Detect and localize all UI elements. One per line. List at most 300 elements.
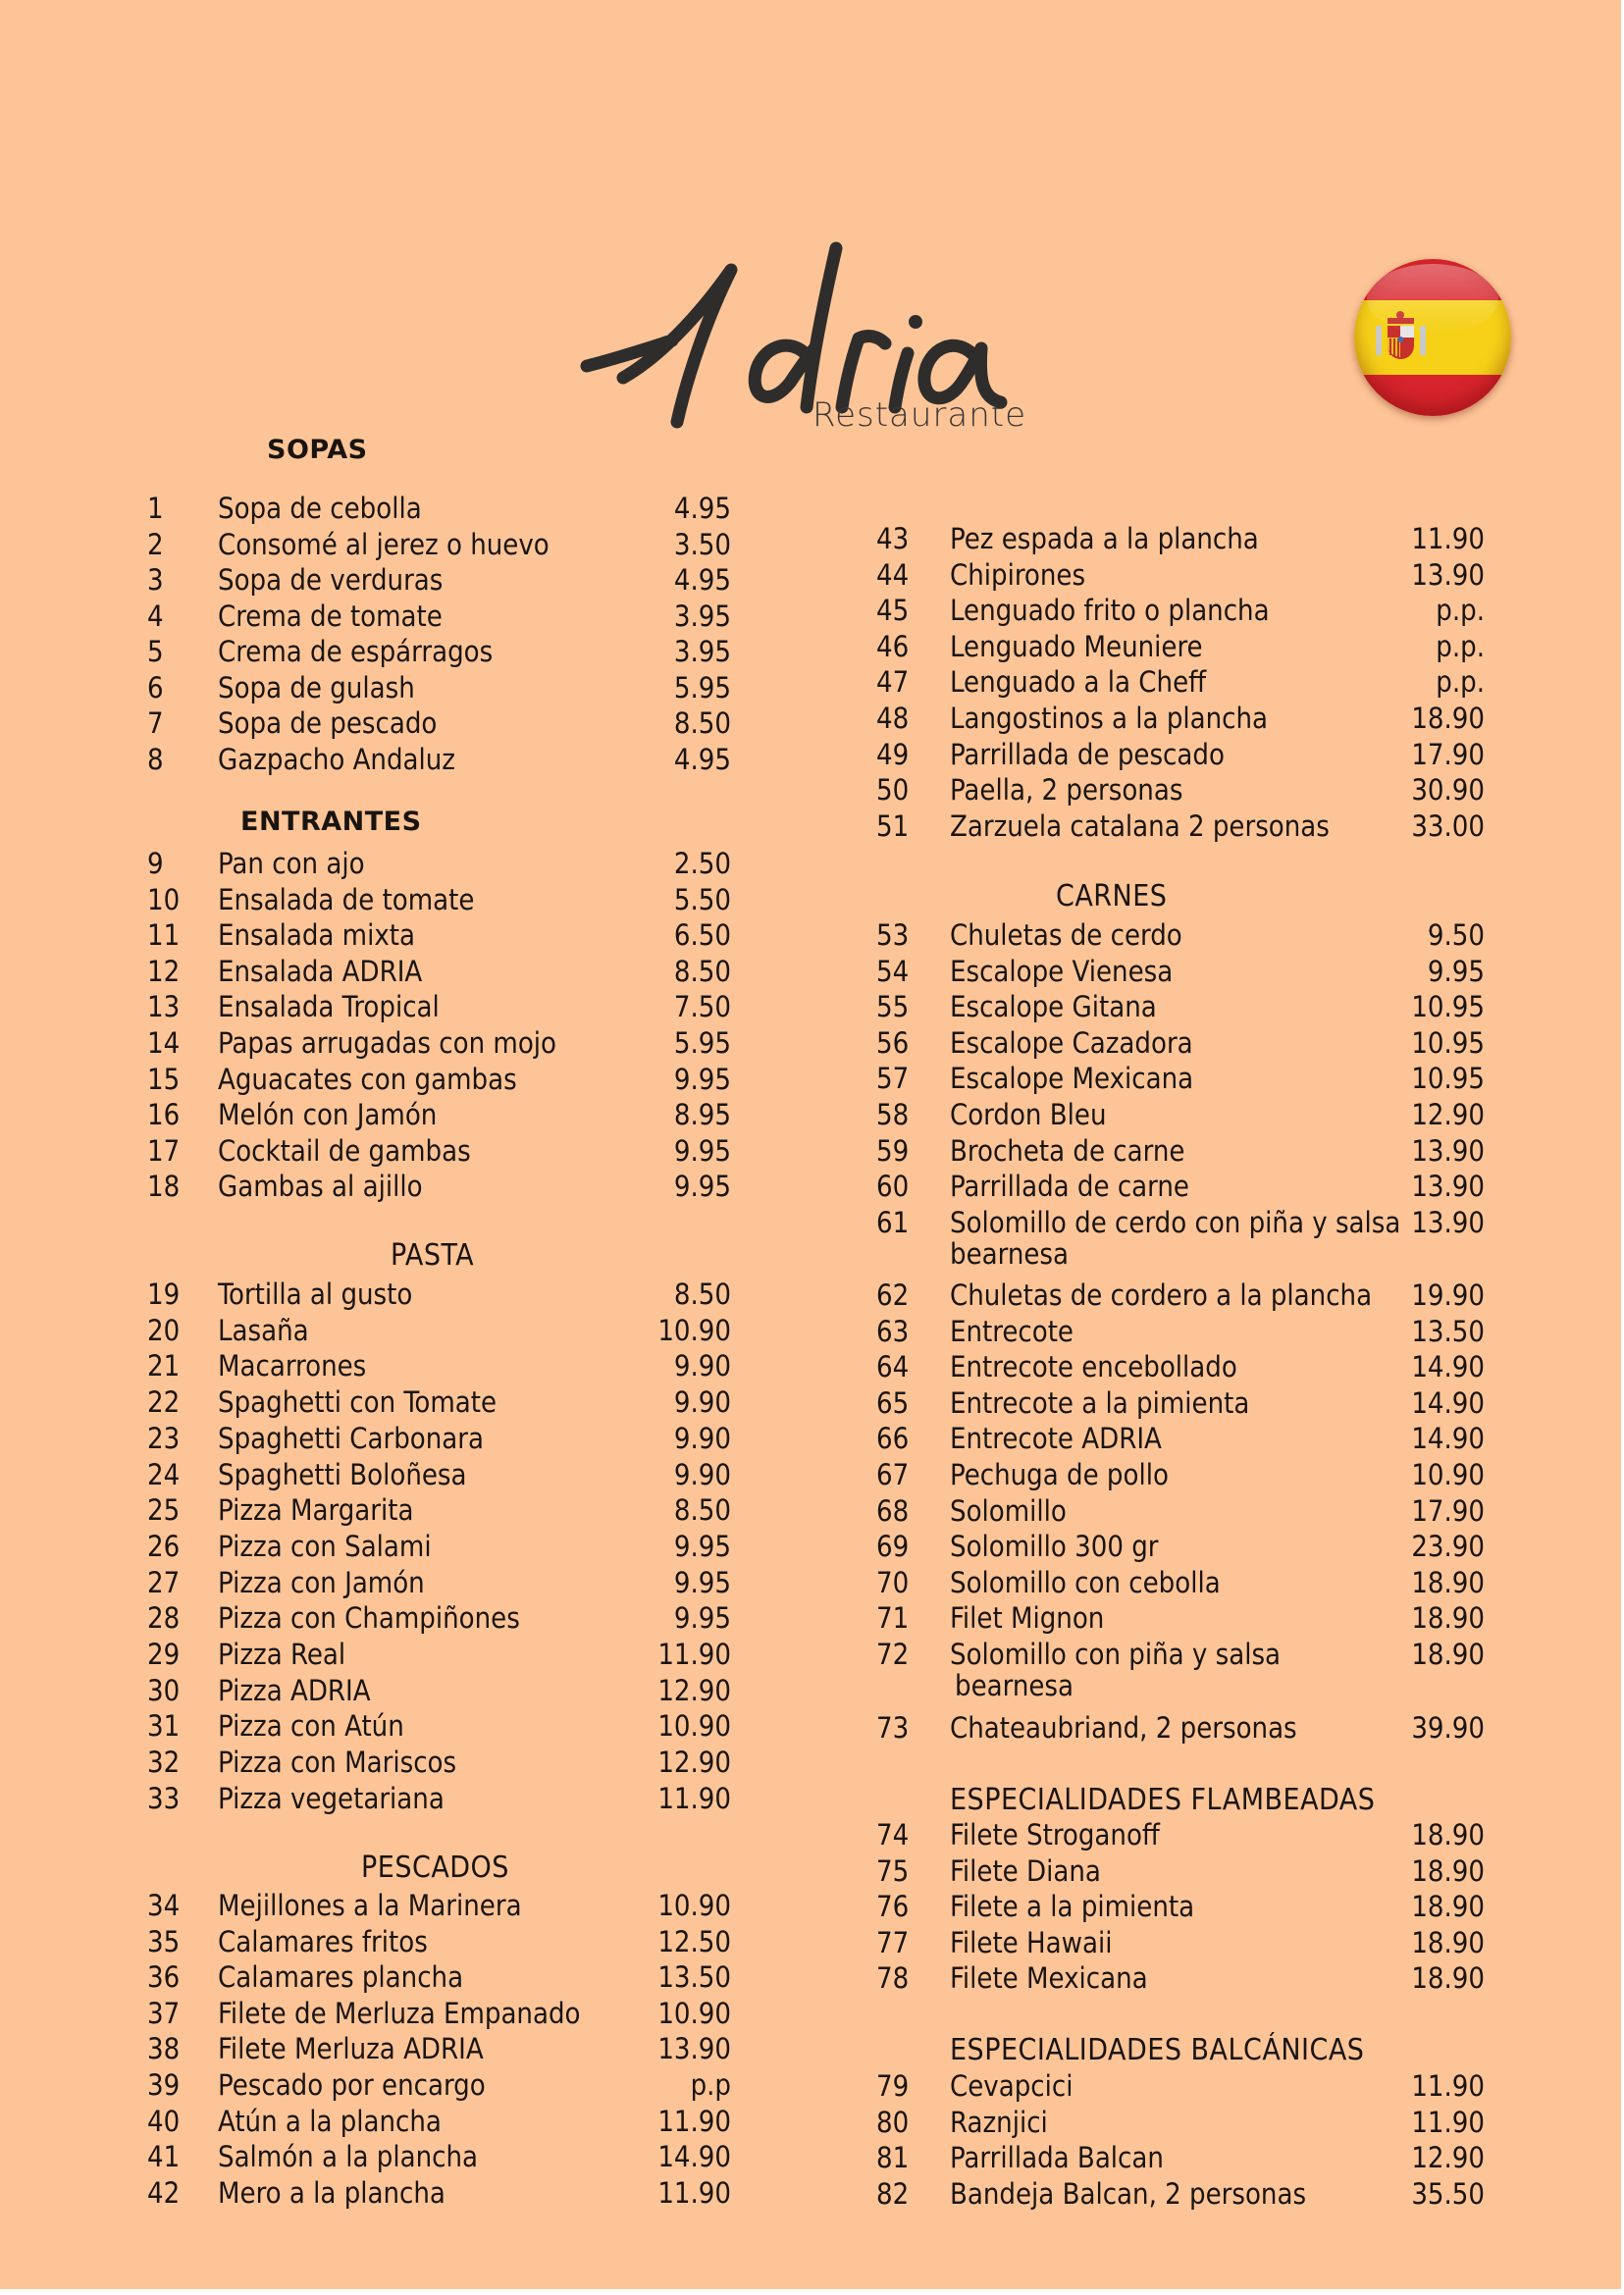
item-number: 78 — [876, 1961, 910, 1995]
item-price: 9.95 — [673, 1063, 731, 1096]
item-name: Solomillo 300 gr — [950, 1530, 1159, 1563]
item-price: 3.95 — [673, 600, 731, 633]
item-price: 10.90 — [657, 1709, 731, 1743]
item-price: 12.90 — [657, 1746, 731, 1779]
menu-item — [147, 1745, 731, 1780]
item-name: Macarrones — [218, 1349, 367, 1382]
menu-item — [876, 772, 1485, 808]
item-number: 38 — [147, 2032, 181, 2065]
item-name: Melón con Jamón — [218, 1098, 438, 1131]
menu-item — [876, 1133, 1485, 1169]
item-name: Ensalada Tropical — [218, 990, 440, 1023]
item-name: Bandeja Balcan, 2 personas — [950, 2177, 1307, 2211]
menu-item — [147, 1062, 731, 1097]
item-price: 19.90 — [1411, 1278, 1485, 1312]
item-name: Pizza con Mariscos — [218, 1746, 457, 1779]
item-name: Chuletas de cerdo — [950, 918, 1182, 952]
item-price: 13.90 — [657, 2032, 731, 2065]
item-price: 11.90 — [1411, 2069, 1485, 2103]
item-number: 11 — [147, 918, 181, 952]
item-name: Ensalada ADRIA — [218, 955, 423, 988]
item-number: 42 — [147, 2176, 181, 2210]
item-number: 68 — [876, 1494, 910, 1528]
item-number: 72 — [876, 1638, 910, 1671]
menu-item — [876, 1349, 1485, 1384]
item-price: 9.95 — [673, 1530, 731, 1563]
item-price: 13.90 — [1411, 1170, 1485, 1203]
menu-item — [147, 846, 731, 881]
menu-item — [147, 1348, 731, 1383]
item-price: 12.50 — [657, 1925, 731, 1958]
item-price: 10.95 — [1411, 1026, 1485, 1060]
item-name: Pez espada a la plancha — [950, 522, 1259, 555]
item-number: 41 — [147, 2140, 181, 2173]
menu-item — [147, 1169, 731, 1204]
item-price: 5.50 — [673, 883, 731, 916]
menu-item — [147, 954, 731, 989]
item-name: Tortilla al gusto — [218, 1278, 413, 1311]
item-name: Escalope Cazadora — [950, 1026, 1193, 1060]
item-number: 53 — [876, 918, 910, 952]
item-number: 29 — [147, 1638, 181, 1671]
menu-item — [876, 2105, 1485, 2140]
item-price: 17.90 — [1411, 1494, 1485, 1528]
spain-flag-icon — [1354, 259, 1511, 416]
item-number: 37 — [147, 1997, 181, 2030]
item-name: Pizza Real — [218, 1638, 346, 1671]
item-price: 8.50 — [673, 1493, 731, 1527]
item-price: 10.90 — [657, 1314, 731, 1347]
item-number: 48 — [876, 702, 910, 735]
item-number: 49 — [876, 738, 910, 771]
menu-item — [876, 808, 1485, 844]
item-price: p.p. — [1436, 594, 1485, 627]
menu-item — [147, 1097, 731, 1132]
menu-item — [147, 1781, 731, 1816]
item-number: 73 — [876, 1711, 910, 1745]
item-price: 9.95 — [1427, 955, 1485, 988]
item-number: 60 — [876, 1170, 910, 1203]
item-number: 65 — [876, 1386, 910, 1420]
item-number: 2 — [147, 528, 164, 561]
menu-item — [876, 521, 1485, 556]
item-number: 35 — [147, 1925, 181, 1958]
menu-item — [876, 557, 1485, 593]
menu-item — [876, 1960, 1485, 1996]
item-name: Gambas al ajillo — [218, 1170, 423, 1203]
item-number: 75 — [876, 1854, 910, 1888]
item-name: Salmón a la plancha — [218, 2140, 479, 2173]
item-price: 13.90 — [1411, 1134, 1485, 1168]
menu-item — [876, 701, 1485, 736]
item-name: Filete a la pimienta — [950, 1890, 1195, 1923]
item-number: 71 — [876, 1601, 910, 1635]
menu-item — [147, 491, 731, 526]
item-number: 39 — [147, 2068, 181, 2102]
item-price: 18.90 — [1411, 1961, 1485, 1995]
item-number: 70 — [876, 1566, 910, 1599]
menu-item — [876, 1314, 1485, 1349]
item-name: Pizza ADRIA — [218, 1674, 371, 1707]
restaurant-logo — [579, 211, 1050, 446]
menu-item — [147, 562, 731, 598]
item-price: p.p — [690, 2068, 731, 2102]
menu-item — [876, 1817, 1485, 1852]
menu-item — [876, 1889, 1485, 1924]
item-price: p.p. — [1436, 630, 1485, 663]
item-number: 24 — [147, 1458, 181, 1491]
item-number: 82 — [876, 2177, 910, 2211]
item-price: 18.90 — [1411, 1854, 1485, 1888]
section-title-sopas: SOPAS — [267, 435, 368, 465]
item-number: 56 — [876, 1026, 910, 1060]
menu-item — [876, 1421, 1485, 1456]
item-name: Parrillada Balcan — [950, 2141, 1164, 2174]
item-number: 81 — [876, 2141, 910, 2174]
item-price: 9.90 — [673, 1458, 731, 1491]
item-price: 18.90 — [1411, 1638, 1485, 1671]
item-price: 5.95 — [673, 1026, 731, 1060]
item-number: 79 — [876, 2069, 910, 2103]
menu-item — [147, 2104, 731, 2139]
item-number: 74 — [876, 1818, 910, 1852]
item-name: Calamares fritos — [218, 1925, 428, 1958]
item-name-continued: bearnesa — [955, 1669, 1074, 1702]
menu-item — [876, 1493, 1485, 1529]
item-price: 39.90 — [1411, 1711, 1485, 1745]
item-name: Crema de tomate — [218, 600, 443, 633]
item-number: 33 — [147, 1782, 181, 1815]
item-name: Chuletas de cordero a la plancha — [950, 1278, 1373, 1312]
item-price: 18.90 — [1411, 1926, 1485, 1959]
item-name: Filete Hawaii — [950, 1926, 1113, 1959]
menu-item — [147, 705, 731, 741]
item-number: 5 — [147, 635, 164, 668]
item-number: 69 — [876, 1530, 910, 1563]
item-name: Crema de espárragos — [218, 635, 494, 668]
item-name: Paella, 2 personas — [950, 773, 1183, 807]
item-price: 2.50 — [673, 847, 731, 880]
menu-item — [876, 629, 1485, 664]
item-name: Pizza vegetariana — [218, 1782, 445, 1815]
menu-item — [876, 1385, 1485, 1421]
item-number: 1 — [147, 492, 164, 525]
item-number: 3 — [147, 563, 164, 597]
item-name: Cocktail de gambas — [218, 1134, 471, 1168]
item-number: 55 — [876, 990, 910, 1023]
item-name: Escalope Vienesa — [950, 955, 1174, 988]
item-number: 58 — [876, 1098, 910, 1131]
menu-item — [147, 742, 731, 777]
menu-item — [147, 1529, 731, 1564]
menu-item — [147, 1924, 731, 1959]
item-price: 3.95 — [673, 635, 731, 668]
item-price: 10.90 — [657, 1889, 731, 1922]
item-number: 16 — [147, 1098, 181, 1131]
item-price: 9.95 — [673, 1566, 731, 1599]
item-name: Filete Merluza ADRIA — [218, 2032, 484, 2065]
item-name: Brocheta de carne — [950, 1134, 1185, 1168]
menu-item — [876, 989, 1485, 1024]
item-number: 46 — [876, 630, 910, 663]
item-number: 43 — [876, 522, 910, 555]
item-name-continued: bearnesa — [950, 1237, 1069, 1271]
item-name: Lenguado frito o plancha — [950, 594, 1270, 627]
menu-item — [147, 1673, 731, 1708]
item-name: Sopa de verduras — [218, 563, 444, 597]
item-name: Sopa de gulash — [218, 671, 415, 704]
menu-item — [147, 1492, 731, 1528]
menu-item — [876, 1061, 1485, 1096]
menu-item — [876, 1205, 1485, 1271]
item-price: 6.50 — [673, 918, 731, 952]
item-price: 13.50 — [657, 1960, 731, 1994]
item-number: 18 — [147, 1170, 181, 1203]
item-name: Pizza con Champiñones — [218, 1601, 520, 1635]
item-name: Spaghetti Carbonara — [218, 1422, 484, 1455]
item-price: 4.95 — [673, 743, 731, 776]
menu-item — [147, 1133, 731, 1169]
menu-item — [876, 1457, 1485, 1492]
menu-item — [147, 527, 731, 562]
menu-item — [876, 917, 1485, 953]
item-price: 12.90 — [657, 1674, 731, 1707]
item-price: 18.90 — [1411, 1890, 1485, 1923]
item-name: Cordon Bleu — [950, 1098, 1107, 1131]
menu-item — [147, 917, 731, 953]
menu-item — [147, 882, 731, 917]
item-number: 9 — [147, 847, 164, 880]
item-price: 12.90 — [1411, 2141, 1485, 2174]
item-name: Mero a la plancha — [218, 2176, 445, 2210]
item-price: 17.90 — [1411, 738, 1485, 771]
item-number: 50 — [876, 773, 910, 807]
item-price: 14.90 — [1411, 1422, 1485, 1455]
item-number: 22 — [147, 1385, 181, 1419]
item-name: Entrecote — [950, 1315, 1074, 1348]
item-name: Sopa de pescado — [218, 706, 438, 740]
menu-item — [147, 1277, 731, 1312]
item-name: Escalope Mexicana — [950, 1062, 1194, 1095]
section-title-entrantes: ENTRANTES — [240, 807, 422, 837]
item-name: Langostinos a la plancha — [950, 702, 1269, 735]
item-price: 3.50 — [673, 528, 731, 561]
item-number: 31 — [147, 1709, 181, 1743]
item-price: 10.90 — [1411, 1458, 1485, 1491]
item-price: 7.50 — [673, 990, 731, 1023]
item-number: 54 — [876, 955, 910, 988]
item-price: 9.50 — [1427, 918, 1485, 952]
item-name: Ensalada de tomate — [218, 883, 475, 916]
menu-item — [147, 1996, 731, 2031]
item-price: 8.50 — [673, 955, 731, 988]
item-price: 18.90 — [1411, 1566, 1485, 1599]
menu-item — [876, 1169, 1485, 1204]
item-name: Parrillada de pescado — [950, 738, 1225, 771]
item-number: 21 — [147, 1349, 181, 1382]
item-price: 9.95 — [673, 1601, 731, 1635]
menu-item — [147, 1025, 731, 1061]
section-title-carnes: CARNES — [1056, 879, 1168, 913]
item-number: 15 — [147, 1063, 181, 1096]
item-price: 9.90 — [673, 1422, 731, 1455]
item-name: Lenguado a la Cheff — [950, 665, 1207, 699]
item-price: 18.90 — [1411, 702, 1485, 735]
item-name: Pizza con Jamón — [218, 1566, 425, 1599]
item-number: 30 — [147, 1674, 181, 1707]
item-price: 13.50 — [1411, 1315, 1485, 1348]
item-name: Pizza con Atún — [218, 1709, 404, 1743]
item-price: 35.50 — [1411, 2177, 1485, 2211]
item-price: 4.95 — [673, 492, 731, 525]
item-name: Consomé al jerez o huevo — [218, 528, 550, 561]
item-price: 10.95 — [1411, 1062, 1485, 1095]
item-price: 9.90 — [673, 1349, 731, 1382]
item-number: 76 — [876, 1890, 910, 1923]
item-name: Solomillo con cebolla — [950, 1566, 1221, 1599]
item-name: Pizza con Salami — [218, 1530, 432, 1563]
item-number: 59 — [876, 1134, 910, 1168]
menu-item — [147, 2031, 731, 2066]
menu-item — [876, 664, 1485, 700]
item-price: 23.90 — [1411, 1530, 1485, 1563]
menu-item — [876, 1097, 1485, 1132]
item-name: Pan con ajo — [218, 847, 365, 880]
item-number: 4 — [147, 600, 164, 633]
menu-item — [876, 1853, 1485, 1889]
section-title-pasta: PASTA — [391, 1238, 475, 1273]
item-price: 13.90 — [1411, 1206, 1485, 1239]
menu-item — [876, 737, 1485, 772]
item-price: 8.50 — [673, 706, 731, 740]
menu-item — [876, 2176, 1485, 2212]
menu-item — [147, 989, 731, 1024]
item-number: 44 — [876, 558, 910, 592]
item-number: 17 — [147, 1134, 181, 1168]
item-number: 34 — [147, 1889, 181, 1922]
item-number: 8 — [147, 743, 164, 776]
item-price: 13.90 — [1411, 558, 1485, 592]
menu-item — [876, 1710, 1485, 1746]
menu-item — [876, 1925, 1485, 1960]
item-number: 10 — [147, 883, 181, 916]
item-name: Pizza Margarita — [218, 1493, 414, 1527]
menu-item — [876, 2140, 1485, 2175]
item-name: Escalope Gitana — [950, 990, 1157, 1023]
menu-item — [876, 1565, 1485, 1600]
item-number: 36 — [147, 1960, 181, 1994]
item-price: 11.90 — [657, 2176, 731, 2210]
item-number: 12 — [147, 955, 181, 988]
menu-item — [147, 1600, 731, 1636]
menu-item — [147, 1457, 731, 1492]
item-price: 10.95 — [1411, 990, 1485, 1023]
item-name: Filet Mignon — [950, 1601, 1105, 1635]
item-number: 80 — [876, 2106, 910, 2139]
item-number: 57 — [876, 1062, 910, 1095]
item-price: 9.95 — [673, 1134, 731, 1168]
item-price: 12.90 — [1411, 1098, 1485, 1131]
menu-item — [147, 1313, 731, 1348]
item-name: Pechuga de pollo — [950, 1458, 1169, 1491]
item-number: 19 — [147, 1278, 181, 1311]
item-price: 11.90 — [657, 2105, 731, 2138]
item-name: Solomillo — [950, 1494, 1067, 1528]
item-name: Filete Stroganoff — [950, 1818, 1160, 1852]
item-name: Solomillo con piña y salsa — [950, 1638, 1282, 1671]
item-number: 26 — [147, 1530, 181, 1563]
item-price: 11.90 — [657, 1638, 731, 1671]
item-price: 14.90 — [1411, 1386, 1485, 1420]
menu-item — [147, 1421, 731, 1456]
menu-item — [876, 1600, 1485, 1636]
item-price: p.p. — [1436, 665, 1485, 699]
menu-item — [147, 1959, 731, 1995]
menu-item — [147, 1637, 731, 1672]
item-number: 67 — [876, 1458, 910, 1491]
menu-item — [147, 599, 731, 634]
item-name: Filete Diana — [950, 1854, 1101, 1888]
menu-item — [147, 670, 731, 705]
item-price: 5.95 — [673, 671, 731, 704]
item-number: 64 — [876, 1350, 910, 1383]
menu-item — [147, 2067, 731, 2103]
menu-item — [876, 1278, 1485, 1313]
item-name: Entrecote encebollado — [950, 1350, 1237, 1383]
item-number: 13 — [147, 990, 181, 1023]
item-number: 6 — [147, 671, 164, 704]
section-title-flambeadas: ESPECIALIDADES FLAMBEADAS — [950, 1783, 1376, 1817]
item-name: Spaghetti con Tomate — [218, 1385, 498, 1419]
menu-item — [147, 1565, 731, 1600]
item-name: Papas arrugadas con mojo — [218, 1026, 556, 1060]
item-price: 11.90 — [1411, 2106, 1485, 2139]
item-number: 20 — [147, 1314, 181, 1347]
item-name: Ensalada mixta — [218, 918, 415, 952]
item-name: Gazpacho Andaluz — [218, 743, 455, 776]
menu-item — [147, 634, 731, 669]
item-price: 8.95 — [673, 1098, 731, 1131]
item-number: 7 — [147, 706, 164, 740]
logo-subtitle: Restaurante — [812, 395, 1027, 435]
item-price: 18.90 — [1411, 1818, 1485, 1852]
item-name: Spaghetti Boloñesa — [218, 1458, 467, 1491]
item-price: 18.90 — [1411, 1601, 1485, 1635]
item-name: Zarzuela catalana 2 personas — [950, 809, 1330, 843]
item-price: 9.90 — [673, 1385, 731, 1419]
item-name: Cevapcici — [950, 2069, 1074, 2103]
item-name: Pescado por encargo — [218, 2068, 486, 2102]
item-price: 14.90 — [657, 2140, 731, 2173]
item-name: Filete de Merluza Empanado — [218, 1997, 581, 2030]
item-number: 45 — [876, 594, 910, 627]
item-name: Entrecote ADRIA — [950, 1422, 1162, 1455]
menu-item — [876, 954, 1485, 989]
item-number: 61 — [876, 1206, 910, 1239]
item-name: Sopa de cebolla — [218, 492, 422, 525]
menu-item — [876, 1025, 1485, 1061]
menu-item — [876, 1529, 1485, 1564]
item-name: Chipirones — [950, 558, 1086, 592]
item-number: 23 — [147, 1422, 181, 1455]
item-price: 9.95 — [673, 1170, 731, 1203]
item-name: Lasaña — [218, 1314, 309, 1347]
item-name: Atún a la plancha — [218, 2105, 442, 2138]
menu-item — [876, 2068, 1485, 2104]
menu-item — [147, 1888, 731, 1923]
item-number: 32 — [147, 1746, 181, 1779]
item-price: 11.90 — [657, 1782, 731, 1815]
